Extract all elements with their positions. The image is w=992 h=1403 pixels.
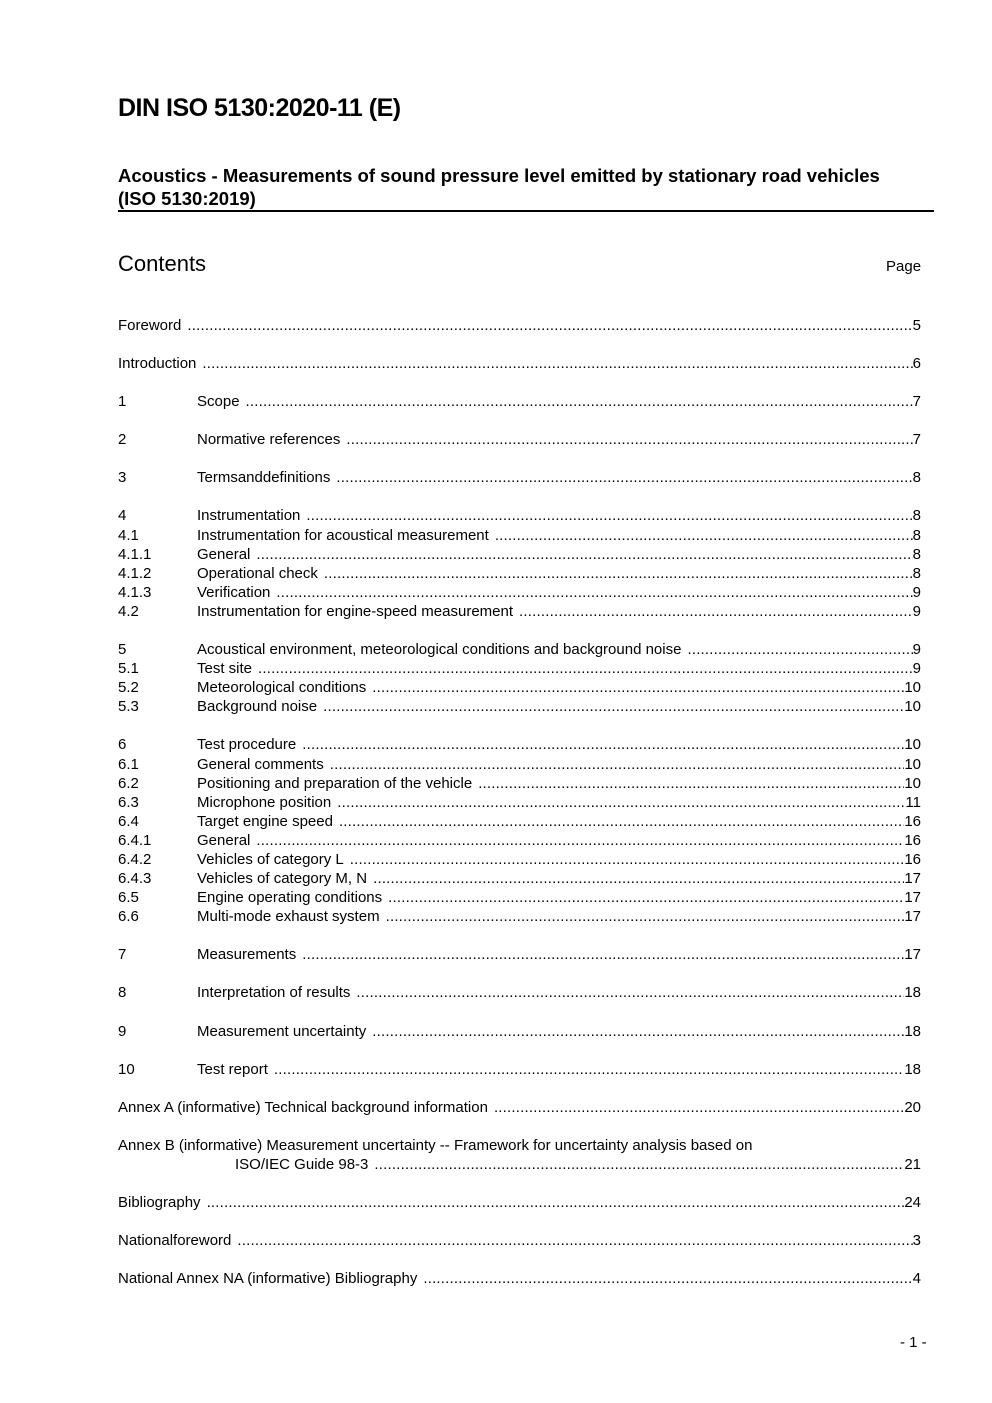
- toc-page: 10: [904, 698, 921, 716]
- toc-entry-5-1[interactable]: [118, 659, 921, 678]
- toc-page: 17: [904, 889, 921, 907]
- toc-group-9: [118, 1022, 921, 1041]
- toc-page: 21: [904, 1155, 921, 1173]
- toc-number: 10: [118, 1060, 135, 1078]
- dot-leader: [336, 468, 912, 487]
- toc-group-bibliography: [118, 1193, 921, 1212]
- toc-title: Instrumentation: [197, 507, 301, 525]
- toc-page: 16: [904, 850, 921, 868]
- toc-number: 6.4: [118, 812, 139, 830]
- toc-title: Verification: [197, 583, 271, 601]
- toc-entry-5-3[interactable]: [118, 697, 921, 716]
- toc-entry-6-5[interactable]: [118, 888, 921, 907]
- dot-leader: [339, 812, 904, 831]
- dot-leader: [423, 1269, 912, 1288]
- toc-group-annex-b: [118, 1136, 921, 1174]
- toc-page: 18: [904, 1060, 921, 1078]
- toc-group-national-annex: [118, 1269, 921, 1288]
- toc-entry-4-1[interactable]: [118, 526, 921, 545]
- dot-leader: [237, 1231, 912, 1250]
- toc-number: 6.1: [118, 755, 139, 773]
- toc-page: 9: [912, 583, 921, 601]
- toc-number: 6.6: [118, 908, 139, 926]
- toc-page: 10: [904, 755, 921, 773]
- toc-page: 7: [912, 393, 921, 411]
- document-title: DIN ISO 5130:2020-11 (E): [118, 94, 401, 122]
- dot-leader: [302, 735, 904, 754]
- toc-group-1: [118, 392, 921, 411]
- toc-title: Measurement uncertainty: [197, 1022, 367, 1040]
- toc-number: 4.1.3: [118, 583, 152, 601]
- dot-leader: [374, 1155, 904, 1174]
- toc-entry-foreword[interactable]: [118, 316, 921, 335]
- toc-page: 18: [904, 984, 921, 1002]
- toc-title: Interpretation of results: [197, 984, 351, 1002]
- toc-number: 4: [118, 507, 127, 525]
- toc-number: 6: [118, 736, 127, 754]
- toc-page: 8: [912, 507, 921, 525]
- dot-leader: [350, 850, 905, 869]
- toc-title: Foreword: [118, 317, 182, 334]
- toc-title: Meteorological conditions: [197, 679, 367, 697]
- toc-page: 24: [904, 1194, 921, 1211]
- toc-title: Vehicles of category M, N: [197, 870, 368, 888]
- toc-page: 10: [904, 679, 921, 697]
- toc-number: 6.3: [118, 793, 139, 811]
- toc-page: 10: [904, 736, 921, 754]
- toc-group-2: [118, 430, 921, 449]
- toc-page: 4: [912, 1270, 921, 1288]
- toc-entry-6-3[interactable]: [118, 793, 921, 812]
- toc-page: 9: [912, 602, 921, 620]
- toc-page: 8: [912, 564, 921, 582]
- toc-group-3: [118, 468, 921, 487]
- dot-leader: [687, 640, 912, 659]
- toc-entry-4-1-3[interactable]: [118, 583, 921, 602]
- toc-page: 16: [904, 831, 921, 849]
- toc-page: 17: [904, 946, 921, 964]
- toc-number: 6.5: [118, 889, 139, 907]
- toc-number: 6.4.1: [118, 831, 152, 849]
- toc-entry-8[interactable]: [118, 983, 921, 1002]
- toc-number: 7: [118, 946, 127, 964]
- contents-heading: Contents: [118, 251, 207, 276]
- toc-entry-6-4-3[interactable]: [118, 869, 921, 888]
- toc-title: Positioning and preparation of the vehicle: [197, 774, 473, 792]
- toc-group-annex-a: [118, 1098, 921, 1117]
- toc-entry-2[interactable]: [118, 430, 921, 449]
- toc-entry-6-4-1[interactable]: [118, 831, 921, 850]
- toc-page: 20: [904, 1098, 921, 1116]
- toc-title: Test report: [197, 1060, 268, 1078]
- dot-leader: [372, 1022, 904, 1041]
- toc-entry-6-2[interactable]: [118, 774, 921, 793]
- toc-title: Annex B (informative) Measurement uncertainty -- Framework for uncertainty analysis based on: [118, 1136, 753, 1154]
- toc-number: 6.4.2: [118, 850, 152, 868]
- dot-leader: [187, 316, 912, 335]
- dot-leader: [256, 545, 912, 564]
- toc-page: 8: [912, 469, 921, 487]
- toc-page: 18: [904, 1022, 921, 1040]
- toc-title: Bibliography: [118, 1194, 201, 1211]
- toc-page: 17: [904, 908, 921, 926]
- toc-group-national-foreword: [118, 1231, 921, 1250]
- toc-group-7: [118, 945, 921, 964]
- toc-title: Instrumentation for acoustical measurement: [197, 526, 489, 544]
- toc-number: 4.1.1: [118, 545, 152, 563]
- page-column-label: Page: [886, 258, 922, 275]
- toc-entry-6-1[interactable]: [118, 755, 921, 774]
- dot-leader: [356, 983, 904, 1002]
- dot-leader: [478, 774, 904, 793]
- toc-number: 4.2: [118, 602, 139, 620]
- toc-title: General: [197, 545, 251, 563]
- toc-entry-5-2[interactable]: [118, 678, 921, 697]
- toc-number: 6.2: [118, 774, 139, 792]
- toc-title: Operational check: [197, 564, 318, 582]
- toc-title: Microphone position: [197, 793, 332, 811]
- toc-number: 4.1.2: [118, 564, 152, 582]
- toc-title: National Annex NA (informative) Bibliography: [118, 1270, 418, 1288]
- toc-title: Test site: [197, 660, 253, 678]
- dot-leader: [494, 1098, 904, 1117]
- table-of-contents: [118, 316, 921, 1288]
- toc-entry-1[interactable]: [118, 392, 921, 411]
- document-subtitle: Acoustics - Measurements of sound pressure level emitted by stationary road vehicles (ISO 5130:2019): [118, 165, 880, 209]
- toc-number: 5.1: [118, 660, 139, 678]
- toc-entry-national-annex[interactable]: [118, 1269, 921, 1288]
- toc-page: 8: [912, 545, 921, 563]
- toc-group-10: [118, 1060, 921, 1079]
- toc-number: 2: [118, 431, 127, 449]
- toc-number: 5: [118, 641, 127, 659]
- toc-title: General: [197, 831, 251, 849]
- toc-entry-6[interactable]: [118, 735, 921, 754]
- toc-entry-6-6[interactable]: [118, 907, 921, 926]
- dot-leader: [323, 697, 904, 716]
- dot-leader: [246, 392, 913, 411]
- toc-entry-bibliography[interactable]: [118, 1193, 921, 1212]
- toc-entry-4-1-2[interactable]: [118, 564, 921, 583]
- toc-title: Target engine speed: [197, 812, 333, 830]
- toc-title: Acoustical environment, meteorological conditions and background noise: [197, 641, 682, 659]
- footer-page-number: - 1 -: [900, 1334, 927, 1351]
- dot-leader: [346, 430, 912, 449]
- toc-title: Introduction: [118, 355, 197, 373]
- toc-entry-10[interactable]: [118, 1060, 921, 1079]
- toc-group-8: [118, 983, 921, 1002]
- toc-page: 9: [912, 641, 921, 659]
- toc-title: Annex A (informative) Technical background information: [118, 1098, 488, 1116]
- toc-page: 11: [905, 793, 921, 811]
- toc-page: 10: [904, 774, 921, 792]
- dot-leader: [258, 659, 913, 678]
- toc-entry-3[interactable]: [118, 468, 921, 487]
- toc-page: 3: [912, 1232, 921, 1250]
- toc-entry-annex-a[interactable]: [118, 1098, 921, 1117]
- dot-leader: [207, 1193, 905, 1212]
- toc-entry-7[interactable]: [118, 945, 921, 964]
- toc-number: 3: [118, 469, 127, 487]
- dot-leader: [306, 506, 912, 525]
- toc-title-line2: ISO/IEC Guide 98-3: [235, 1155, 369, 1173]
- toc-page: 5: [912, 317, 921, 334]
- toc-entry-4-1-1[interactable]: [118, 545, 921, 564]
- dot-leader: [337, 793, 905, 812]
- toc-entry-6-4[interactable]: [118, 812, 921, 831]
- dot-leader: [276, 583, 912, 602]
- toc-title: Vehicles of category L: [197, 850, 344, 868]
- toc-group-foreword: [118, 316, 921, 335]
- toc-title: Multi-mode exhaust system: [197, 908, 380, 926]
- toc-number: 1: [118, 393, 127, 411]
- title-rule: [118, 210, 934, 212]
- toc-title: Instrumentation for engine-speed measurement: [197, 602, 514, 620]
- toc-number: 5.3: [118, 698, 139, 716]
- toc-number: 5.2: [118, 679, 139, 697]
- toc-page: 16: [904, 812, 921, 830]
- toc-page: 8: [912, 526, 921, 544]
- toc-number: 4.1: [118, 526, 139, 544]
- toc-title: Measurements: [197, 946, 297, 964]
- toc-entry-4[interactable]: [118, 506, 921, 525]
- toc-entry-4-2[interactable]: [118, 602, 921, 621]
- toc-number: 8: [118, 984, 127, 1002]
- dot-leader: [330, 755, 905, 774]
- toc-group-6: [118, 735, 921, 926]
- dot-leader: [519, 602, 913, 621]
- toc-title: Test procedure: [197, 736, 297, 754]
- dot-leader: [388, 888, 904, 907]
- dot-leader: [302, 945, 904, 964]
- toc-title: Termsanddefinitions: [197, 469, 331, 487]
- dot-leader: [274, 1060, 904, 1079]
- dot-leader: [202, 354, 912, 373]
- dot-leader: [386, 907, 905, 926]
- toc-entry-5[interactable]: [118, 640, 921, 659]
- toc-title-continuation: [118, 1155, 921, 1174]
- toc-group-4: [118, 506, 921, 621]
- toc-title: Engine operating conditions: [197, 889, 383, 907]
- dot-leader: [372, 678, 904, 697]
- toc-page: 17: [904, 870, 921, 888]
- toc-group-5: [118, 640, 921, 716]
- toc-page: 9: [912, 660, 921, 678]
- toc-page: 6: [912, 355, 921, 373]
- dot-leader: [256, 831, 904, 850]
- toc-entry-annex-b[interactable]: [118, 1136, 921, 1174]
- toc-group-introduction: [118, 354, 921, 373]
- toc-title: General comments: [197, 755, 324, 773]
- toc-entry-6-4-2[interactable]: [118, 850, 921, 869]
- toc-title: Background noise: [197, 698, 318, 716]
- toc-title: Nationalforeword: [118, 1232, 232, 1250]
- toc-page: 7: [912, 431, 921, 449]
- dot-leader: [495, 526, 913, 545]
- toc-title: Scope: [197, 393, 240, 411]
- toc-entry-introduction[interactable]: [118, 354, 921, 373]
- dot-leader: [324, 564, 913, 583]
- toc-entry-national-foreword[interactable]: [118, 1231, 921, 1250]
- toc-entry-9[interactable]: [118, 1022, 921, 1041]
- dot-leader: [373, 869, 904, 888]
- toc-title: Normative references: [197, 431, 341, 449]
- toc-number: 9: [118, 1022, 127, 1040]
- toc-number: 6.4.3: [118, 870, 152, 888]
